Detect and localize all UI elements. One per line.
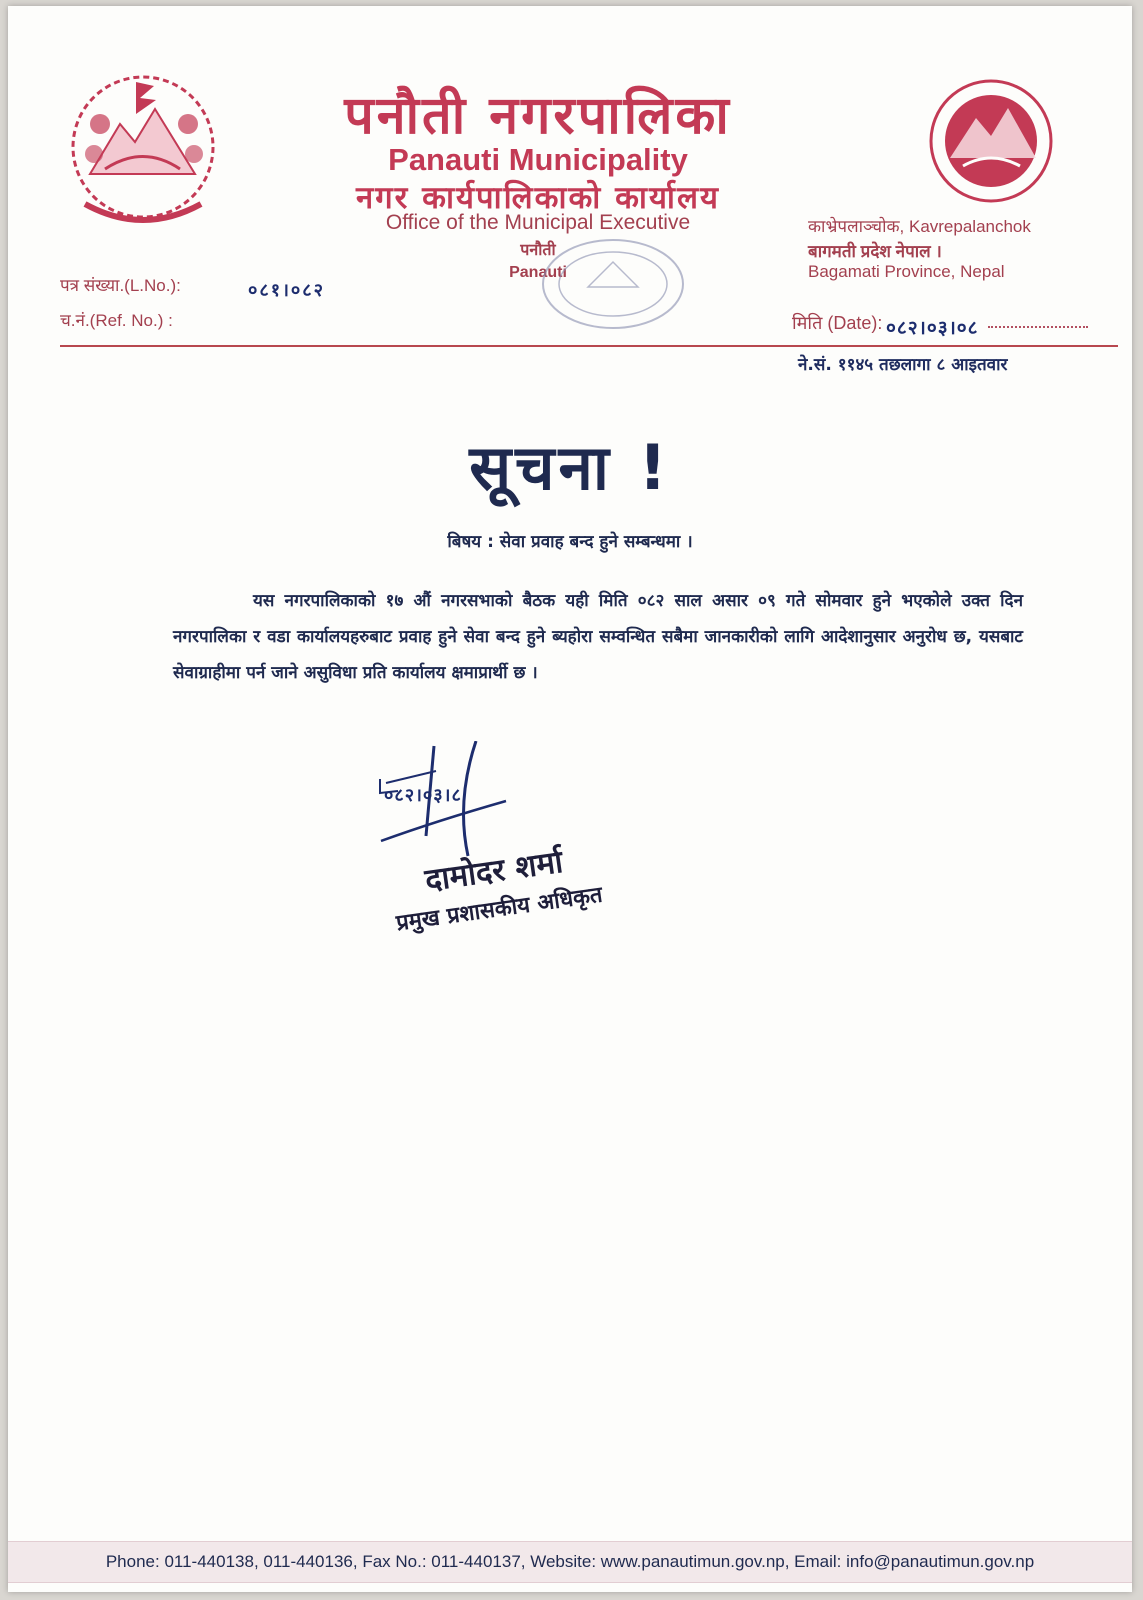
notice-subject: बिषय : सेवा प्रवाह बन्द हुने सम्बन्धमा । [447, 532, 693, 552]
date-dotted-line [988, 326, 1088, 328]
ref-no-label: च.नं.(Ref. No.) : [60, 311, 173, 330]
address-district: काभ्रेपलाञ्चोक, Kavrepalanchok [808, 217, 1031, 236]
notice-body: यस नगरपालिकाको १७ औं नगरसभाको बैठक यही मिति ०८२ साल असार ०९ गते सोमवार हुने भएकोले उक्त दिन नगरपालिका र वडा कार्यालयहरुबाट प्रवाह हुने सेवा बन्द हुने ब्यहोरा सम्वन्धित सबैमा जानकारीको लागि आदेशानुसार अनुरोध छ, यसबाट सेवाग्राहीमा पर्न जाने असुविधा प्रति कार्यालय क्षमाप्रार्थी छ । [173, 591, 1023, 683]
letter-no-value: ०८१।०८२ [248, 280, 325, 301]
office-seal-stamp [533, 232, 693, 332]
office-name-np: नगर कार्यपालिकाको कार्यालय [356, 180, 720, 216]
place-name-np: पनौती [520, 240, 556, 259]
signature-handwritten-date: ०८२।०३।८ [384, 785, 462, 806]
municipality-logo [928, 78, 1054, 204]
signatory-name: दामोदर शर्मा [422, 843, 566, 899]
municipality-name-np: पनौती नगरपालिका [344, 86, 732, 146]
address-province-np: बागमती प्रदेश नेपाल । [808, 242, 942, 261]
address-province-en: Bagamati Province, Nepal [808, 262, 1005, 281]
municipality-name-en: Panauti Municipality [388, 142, 688, 177]
footer-contact-info: Phone: 011-440138, 011-440136, Fax No.: 011-440137, Website: www.panautimun.gov.np, Email: info@panautimun.gov.np [105, 1552, 1035, 1571]
date-value: ०८२।०३।०८ [886, 317, 979, 339]
header-divider [60, 345, 1118, 347]
office-name-en: Office of the Municipal Executive [385, 211, 691, 234]
letter-no-label: पत्र संख्या.(L.No.): [60, 276, 181, 295]
footer-bar [8, 1541, 1132, 1583]
notice-title: सूचना ! [469, 431, 671, 504]
place-name-en: Panauti [509, 264, 567, 281]
date-label: मिति (Date): [792, 313, 883, 333]
signatory-designation: प्रमुख प्रशासकीय अधिकृत [394, 882, 605, 937]
letter-page [8, 6, 1132, 1592]
nepal-sambat-date: ने.सं. ११४५ तछलागा ८ आइतवार [798, 355, 1008, 375]
nepal-emblem-logo [60, 64, 226, 230]
